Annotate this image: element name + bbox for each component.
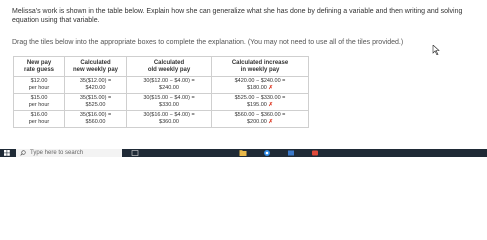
header-new-weekly-pay: Calculated new weekly pay <box>65 57 127 77</box>
table-row <box>14 77 309 94</box>
increase-cell: $420.00 − $240.00 = $180.00 ✗ <box>212 77 309 94</box>
windows-start-icon[interactable] <box>4 150 10 156</box>
search-icon <box>20 150 26 156</box>
taskbar-search-box[interactable] <box>16 149 122 157</box>
pay-rate-cell: $15.00 per hour <box>14 94 65 111</box>
increase-cell: $560.00 − $360.00 = $200.00 ✗ <box>212 111 309 128</box>
new-pay-cell: 35($12.00) = $420.00 <box>65 77 127 94</box>
old-pay-cell: 30($15.00 − $4.00) = $330.00 <box>127 94 212 111</box>
question-instruction: Drag the tiles below into the appropriate boxes to complete the explanation. (You may not need to use all of the tiles provided.) <box>12 39 404 46</box>
table-row <box>14 111 309 128</box>
header-weekly-increase: Calculated increase in weekly pay <box>212 57 309 77</box>
incorrect-x-icon: ✗ <box>268 85 274 91</box>
pay-rate-cell: $16.00 per hour <box>14 111 65 128</box>
incorrect-x-icon: ✗ <box>268 119 274 125</box>
taskbar <box>0 149 487 157</box>
mouse-cursor-icon <box>432 45 440 55</box>
increase-cell: $525.00 − $330.00 = $195.00 ✗ <box>212 94 309 111</box>
store-icon[interactable] <box>286 149 296 157</box>
new-pay-cell: 35($16.00) = $560.00 <box>65 111 127 128</box>
header-pay-rate: New pay rate guess <box>14 57 65 77</box>
old-pay-cell: 30($16.00 − $4.00) = $360.00 <box>127 111 212 128</box>
old-pay-cell: 30($12.00 − $4.00) = $240.00 <box>127 77 212 94</box>
table-row <box>14 94 309 111</box>
table-header-row <box>14 57 309 77</box>
header-old-weekly-pay: Calculated old weekly pay <box>127 57 212 77</box>
file-explorer-icon[interactable] <box>238 149 248 157</box>
incorrect-x-icon: ✗ <box>268 102 274 108</box>
question-prompt: Melissa's work is shown in the table below. Explain how she can generalize what she has done by defining a variable and then writing and solving equation using that variable. <box>12 8 463 24</box>
pay-table <box>13 56 309 128</box>
new-pay-cell: 35($15.00) = $525.00 <box>65 94 127 111</box>
search-placeholder: Type here to search <box>30 150 84 156</box>
task-view-icon[interactable] <box>130 149 140 157</box>
app-icon[interactable] <box>310 149 320 157</box>
pay-rate-cell: $12.00 per hour <box>14 77 65 94</box>
browser-icon[interactable] <box>262 149 272 157</box>
